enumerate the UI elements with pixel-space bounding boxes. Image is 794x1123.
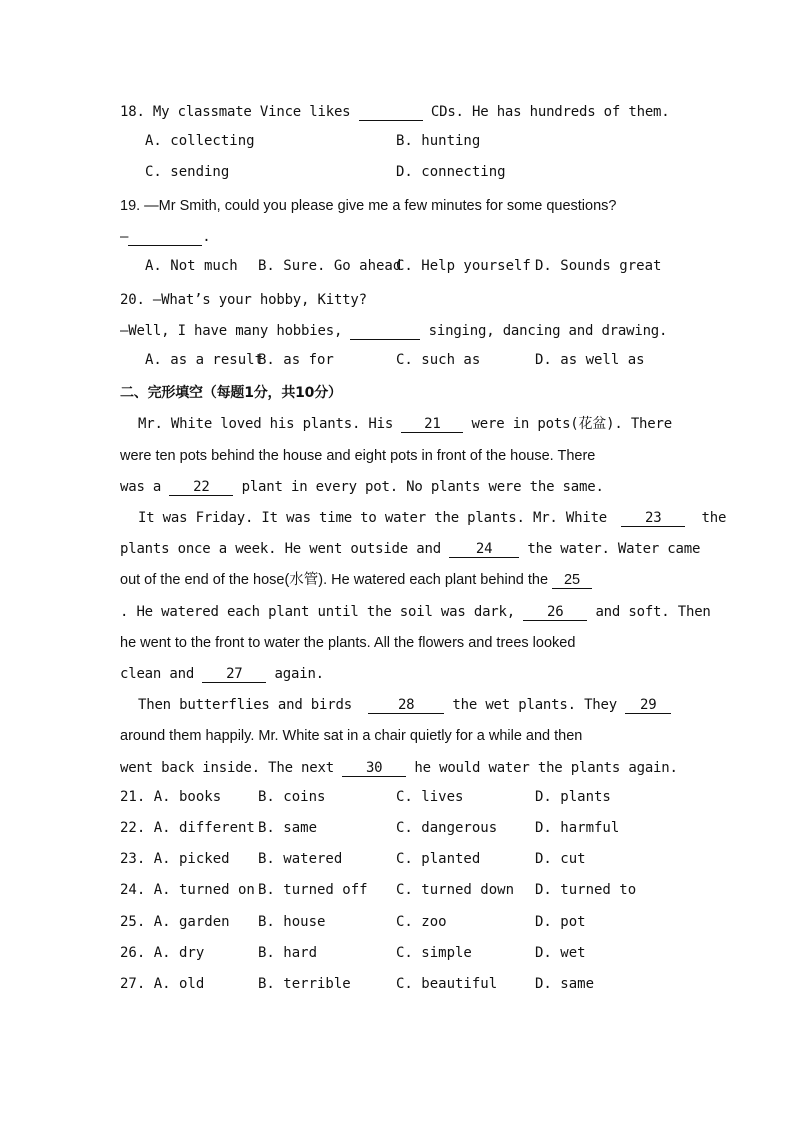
passage-line: was a 22 plant in every pot. No plants were the same. [120, 479, 604, 495]
passage-line: Mr. White loved his plants. His 21 were in pots(花盆). There [138, 416, 672, 432]
blank-25: 25 [552, 572, 592, 589]
blank-26: 26 [523, 604, 587, 621]
passage-line: . He watered each plant until the soil was dark, 26 and soft. Then [120, 604, 711, 620]
answer-blank [128, 229, 202, 246]
q18-option-b: B. hunting [396, 133, 481, 149]
question-19-reply: — . [120, 229, 211, 245]
q19-option-b: B. Sure. Go ahead [258, 258, 402, 274]
q18-option-c: C. sending [145, 164, 230, 180]
blank-29: 29 [625, 697, 671, 714]
answer-blank [350, 323, 420, 340]
passage-line: Then butterflies and birds 28 the wet plants. They 29 [138, 695, 671, 715]
passage-line: It was Friday. It was time to water the plants. Mr. White 23 the [138, 510, 727, 526]
blank-28: 28 [368, 697, 444, 714]
blank-24: 24 [449, 541, 519, 558]
passage-line: went back inside. The next 30 he would water the plants again. [120, 760, 678, 776]
q20-option-b: B. as for [258, 352, 334, 368]
blank-30: 30 [342, 760, 406, 777]
blank-27: 27 [202, 666, 266, 683]
passage-line: he went to the front to water the plants. All the flowers and trees looked [120, 635, 576, 651]
blank-22: 22 [169, 479, 233, 496]
question-19-stem: 19. —Mr Smith, could you please give me a few minutes for some questions? [120, 198, 617, 214]
q20-option-d: D. as well as [535, 352, 645, 368]
q20-option-c: C. such as [396, 352, 481, 368]
question-20-reply: —Well, I have many hobbies, singing, dancing and drawing. [120, 323, 668, 339]
blank-23: 23 [621, 510, 685, 527]
q20-option-a: A. as a result [145, 352, 264, 368]
section-heading: 二、完形填空（每题1分，共10分） [120, 385, 342, 401]
blank-21: 21 [401, 416, 463, 433]
q19-option-c: C. Help yourself [396, 258, 531, 274]
q18-option-a: A. collecting [145, 133, 255, 149]
question-18-stem: 18. My classmate Vince likes CDs. He has hundreds of them. [120, 104, 670, 120]
passage-line: were ten pots behind the house and eight pots in front of the house. There [120, 448, 596, 464]
passage-line: around them happily. Mr. White sat in a chair quietly for a while and then [120, 728, 583, 744]
passage-line: out of the end of the hose(水管). He watered each plant behind the 25 [120, 570, 592, 590]
q18-option-d: D. connecting [396, 164, 506, 180]
q19-option-a: A. Not much [145, 258, 238, 274]
exam-page: 18. My classmate Vince likes CDs. He has hundreds of them. A. collecting B. hunting C. sending D. connecting 19. —Mr Smith, could you please give me a few minutes for some questions? — . A. Not much B. Sure. Go ahead C. Help yourself D. Sounds great 20. —What’s your hobby, Kitty? —Well, I have many hobbies, singing, dancing and drawing. A. as a result B. as for C. such as D. as well as 二、完形填空（每题1分，共10分） Mr. White loved his plants. His 21 were in pots(花盆). There were ten pots behind the house and eight pots in front of the house. There was a 22 plant in every pot. No plants were the same. It was Friday. It was time to water the plants. Mr. White 23 the plants once a week. He went outside and 24 the water. Water came out of the end of the hose(水管). He watered each plant behind the 25 . He watered each plant until the soil was dark, 26 and soft. Then he went to the front to water the plants. All the flowers and trees looked clean and 27 again. Then butterflies and birds 28 the wet plants. They 29 around them happily. Mr. White sat in a chair quietly for a while and then went back inside. The next 30 he would water the plants again. 21. A. books B. coins C. lives D. plants 22. A. different B. same C. dangerous D. harmful 23. A. picked B. watered C. planted D. cut 24. A. turned on B. turned off C. turned down D. turned to 25. A. garden B. house C. zoo D. pot 26. A. dry B. hard C. simple D. wet 27. A. old B. terrible C. beautiful D. same [120, 104, 727, 992]
q19-option-d: D. Sounds great [535, 258, 662, 274]
passage-line: plants once a week. He went outside and 24 the water. Water came [120, 541, 701, 557]
question-20-stem: 20. —What’s your hobby, Kitty? [120, 292, 367, 308]
answer-blank [359, 104, 423, 121]
passage-line: clean and 27 again. [120, 666, 324, 682]
